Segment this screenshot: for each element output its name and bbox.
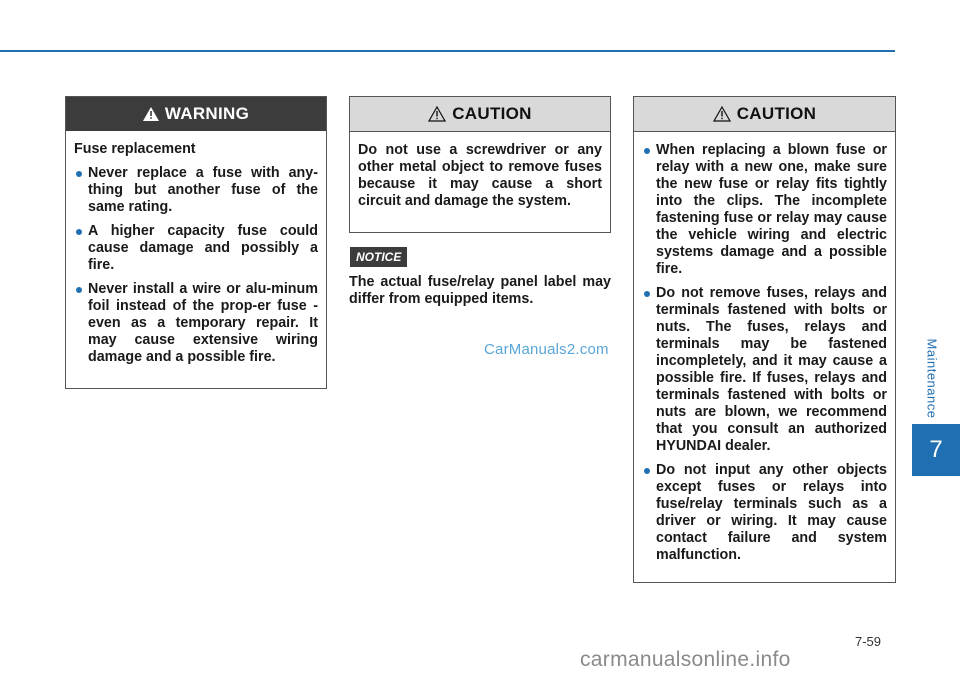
caution-box-screwdriver <box>349 96 611 233</box>
caution-body <box>634 132 895 564</box>
caution-box-replacement <box>633 96 896 583</box>
warning-title: WARNING <box>164 104 250 123</box>
caution-header <box>634 97 895 132</box>
list-item: When replacing a blown fuse or relay with a new one, make sure the new fuse or relay fits tightly into the clips. The incomplete fastening fuse or relay may cause the vehicle wiring and electric systems damage and a possible fire. <box>642 142 887 278</box>
list-item: Do not input any other objects except fuses or relays into fuse/relay terminals such as a driver or wiring. It may cause contact failure and system malfunction. <box>642 462 887 564</box>
caution-triangle-icon <box>428 106 446 122</box>
caution-body <box>350 132 610 210</box>
caution-triangle-icon <box>713 106 731 122</box>
chapter-tab[interactable]: 7 <box>912 424 960 476</box>
caution-header <box>350 97 610 132</box>
warning-intro: Fuse replacement <box>74 141 196 157</box>
caution-title: CAUTION <box>736 104 817 123</box>
watermark: CarManuals2.com <box>484 341 609 358</box>
list-item: Never install a wire or alu-minum foil instead of the prop-er fuse - even as a temporary repair. It may cause extensive wiring damage and a possible fire. <box>74 281 318 366</box>
footer-watermark: carmanualsonline.info <box>580 648 791 671</box>
caution-text: Do not use a screwdriver or any other metal object to remove fuses because it may cause a short circuit and damage the system. <box>358 142 602 209</box>
warning-triangle-icon <box>143 107 159 121</box>
page-number: 7-59 <box>855 634 882 649</box>
caution-list <box>642 142 887 564</box>
warning-header <box>66 97 326 131</box>
warning-body <box>66 131 326 366</box>
list-item: A higher capacity fuse could cause damage and possibly a fire. <box>74 223 318 274</box>
top-rule <box>0 50 895 52</box>
section-side-label: Maintenance <box>924 338 940 418</box>
list-item: Do not remove fuses, relays and terminals fastened with bolts or nuts. The fuses, relays and terminals may be fastened incompletely, and it may cause a possible fire. If fuses, relays and terminals fastened with bolts or nuts are blown, we recommend that you consult an authorized HYUNDAI dealer. <box>642 285 887 455</box>
list-item: Never replace a fuse with any-thing but another fuse of the same rating. <box>74 165 318 216</box>
warning-list <box>74 165 318 366</box>
warning-box <box>65 96 327 389</box>
notice-badge: NOTICE <box>350 247 407 267</box>
notice-text: The actual fuse/relay panel label may differ from equipped items. <box>349 274 611 307</box>
caution-title: CAUTION <box>452 104 532 123</box>
